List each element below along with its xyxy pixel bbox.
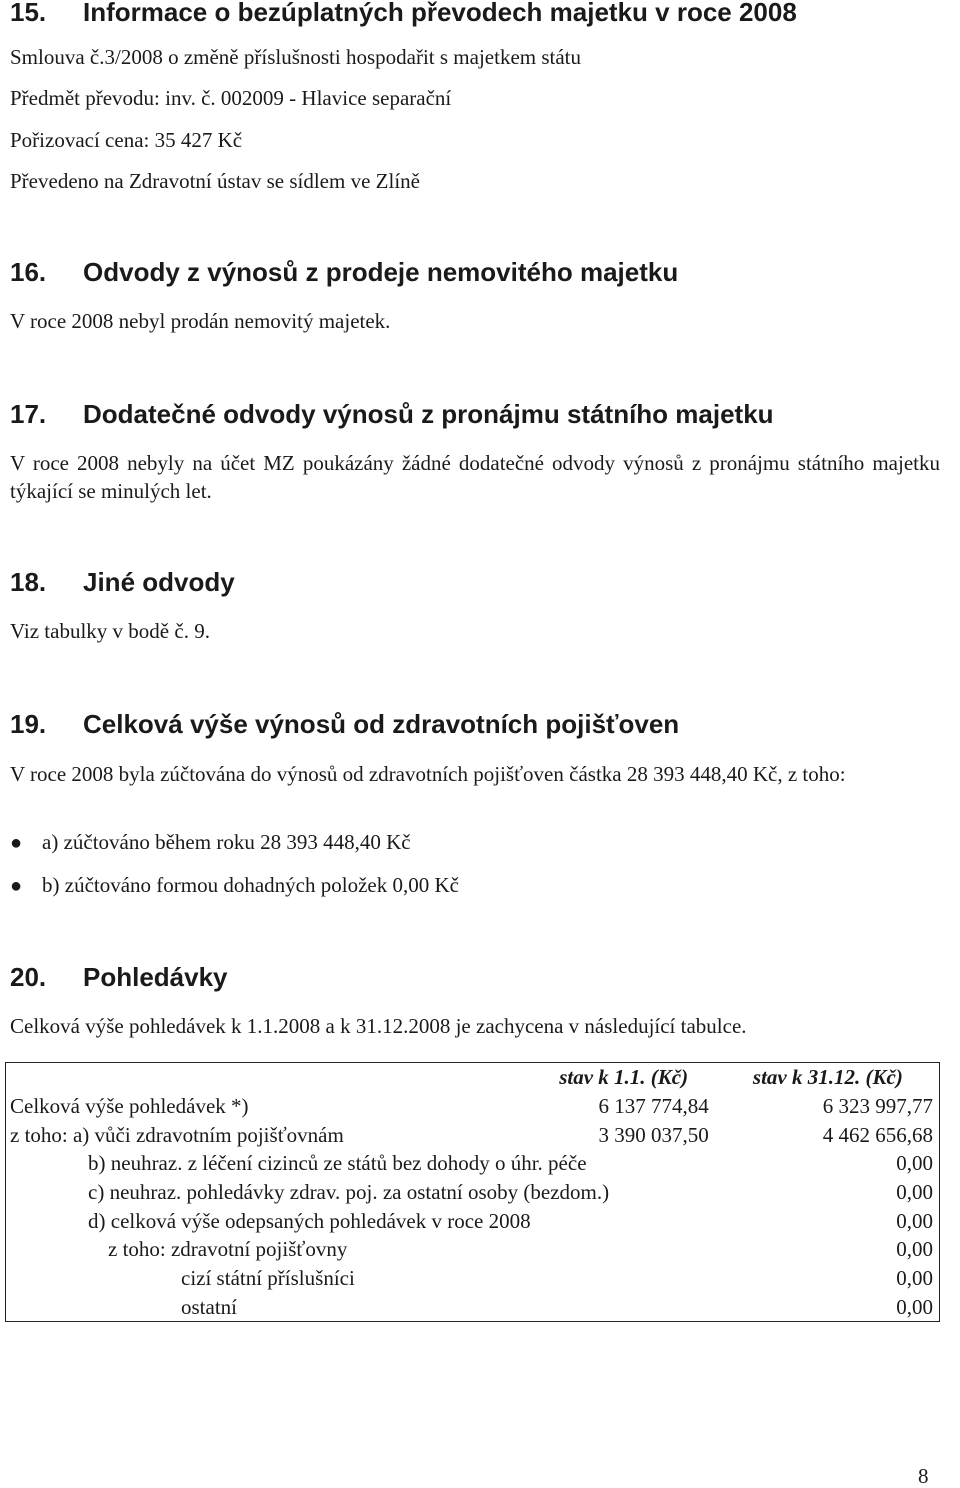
row-label: z toho: zdravotní pojišťovny bbox=[108, 1237, 348, 1262]
bullet-item bbox=[10, 828, 411, 857]
section-19-text: V roce 2008 byla zúčtována do výnosů od zdravotních pojišťoven částka 28 393 448,40 Kč, z toho: bbox=[10, 762, 846, 786]
table-row bbox=[6, 1149, 940, 1178]
section-16-heading bbox=[10, 257, 678, 287]
row-value-end: 0,00 bbox=[896, 1237, 933, 1262]
section-title: Jiné odvody bbox=[83, 567, 235, 597]
bullet-item bbox=[10, 871, 459, 900]
section-number: 15. bbox=[10, 0, 47, 27]
section-title: Pohledávky bbox=[83, 962, 228, 992]
bullet-icon: ● bbox=[10, 832, 23, 854]
section-15-heading bbox=[10, 0, 797, 27]
row-value-end: 6 323 997,77 bbox=[822, 1094, 933, 1119]
row-label: cizí státní příslušníci bbox=[181, 1266, 355, 1291]
row-label: b) neuhraz. z léčení cizinců ze států bez dohody o úhr. péče bbox=[88, 1151, 587, 1176]
section-20-text: Celková výše pohledávek k 1.1.2008 a k 31.12.2008 je zachycena v následující tabulce. bbox=[10, 1014, 747, 1038]
section-18-text: Viz tabulky v bodě č. 9. bbox=[10, 619, 210, 643]
row-value-end: 0,00 bbox=[896, 1294, 933, 1319]
table-row bbox=[6, 1206, 940, 1235]
receivables-table bbox=[5, 1062, 940, 1322]
table-row bbox=[6, 1178, 940, 1207]
section-number: 19. bbox=[10, 709, 47, 739]
row-label: ostatní bbox=[181, 1294, 237, 1319]
acquisition-price-line: Pořizovací cena: 35 427 Kč bbox=[10, 128, 243, 152]
section-title: Odvody z výnosů z prodeje nemovitého majetku bbox=[83, 257, 679, 287]
row-label: c) neuhraz. pohledávky zdrav. poj. za ostatní osoby (bezdom.) bbox=[88, 1180, 610, 1205]
section-17-text: V roce 2008 nebyly na účet MZ poukázány žádné dodatečné odvody výnosů z pronájmu státního majetku týkající se minulých let. bbox=[10, 451, 940, 503]
section-title: Celková výše výnosů od zdravotních pojišťoven bbox=[83, 709, 680, 739]
bullet-icon: ● bbox=[10, 875, 23, 897]
transfer-subject-line: Předmět převodu: inv. č. 002009 - Hlavice separační bbox=[10, 86, 452, 110]
section-18-heading bbox=[10, 567, 235, 597]
row-value-end: 0,00 bbox=[896, 1180, 933, 1205]
row-label: Celková výše pohledávek *) bbox=[10, 1094, 249, 1119]
row-value-start: 6 137 774,84 bbox=[598, 1094, 709, 1119]
row-label: d) celková výše odepsaných pohledávek v roce 2008 bbox=[88, 1208, 531, 1233]
table-header-row bbox=[6, 1063, 940, 1092]
row-value-end: 0,00 bbox=[896, 1266, 933, 1291]
row-value-end: 4 462 656,68 bbox=[822, 1122, 933, 1147]
header-cell-start: stav k 1.1. (Kč) bbox=[559, 1065, 689, 1090]
row-label: z toho: a) vůči zdravotním pojišťovnám bbox=[10, 1122, 344, 1147]
row-value-end: 0,00 bbox=[896, 1151, 933, 1176]
page-number: 8 bbox=[918, 1464, 929, 1488]
row-value-end: 0,00 bbox=[896, 1208, 933, 1233]
bullet-text: b) zúčtováno formou dohadných položek 0,00 Kč bbox=[42, 873, 459, 897]
header-cell-end: stav k 31.12. (Kč) bbox=[752, 1065, 903, 1090]
section-16-text: V roce 2008 nebyl prodán nemovitý majetek. bbox=[10, 309, 391, 333]
table-row bbox=[6, 1293, 940, 1322]
header-cell-label bbox=[6, 1063, 535, 1092]
section-title: Dodatečné odvody výnosů z pronájmu státního majetku bbox=[83, 399, 774, 429]
transferred-to-line: Převedeno na Zdravotní ústav se sídlem ve Zlíně bbox=[10, 169, 420, 193]
section-number: 17. bbox=[10, 399, 47, 429]
section-number: 18. bbox=[10, 567, 47, 597]
section-title: Informace o bezúplatných převodech majetku v roce 2008 bbox=[83, 0, 797, 27]
bullet-text: a) zúčtováno během roku 28 393 448,40 Kč bbox=[42, 830, 411, 854]
table-row bbox=[6, 1264, 940, 1293]
section-20-heading bbox=[10, 962, 228, 992]
section-number: 16. bbox=[10, 257, 47, 287]
table-row bbox=[6, 1092, 940, 1121]
table-row bbox=[6, 1235, 940, 1264]
section-17-heading bbox=[10, 399, 774, 429]
table-row bbox=[6, 1120, 940, 1149]
section-number: 20. bbox=[10, 962, 47, 992]
transfer-contract-line: Smlouva č.3/2008 o změně příslušnosti hospodařit s majetkem státu bbox=[10, 45, 582, 69]
row-value-start: 3 390 037,50 bbox=[598, 1122, 709, 1147]
section-19-heading bbox=[10, 709, 679, 739]
